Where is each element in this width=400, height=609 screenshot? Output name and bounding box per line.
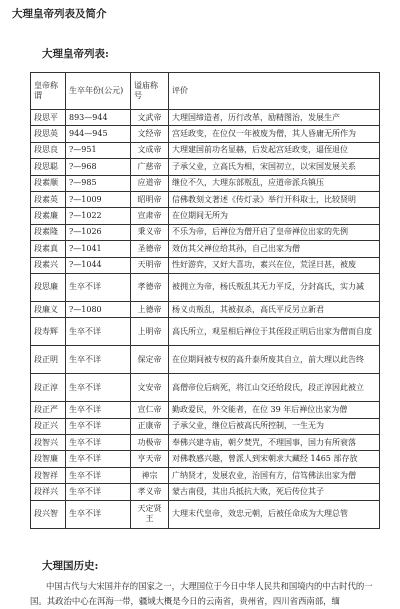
name-cell: 段寿辉	[31, 318, 66, 346]
years-cell: 生卒不详	[66, 346, 131, 374]
posthumous-cell: 昭明帝	[131, 191, 169, 207]
table-row	[31, 374, 380, 402]
years-cell: ?—1044	[66, 257, 131, 273]
name-cell: 段素顺	[31, 175, 66, 191]
posthumous-cell: 文安帝	[131, 374, 169, 402]
emperor-table-body	[31, 110, 380, 529]
name-cell: 段正严	[31, 402, 66, 418]
eval-cell: 在位期间无所为	[169, 208, 380, 224]
years-cell: 生卒不详	[66, 467, 131, 483]
table-row	[31, 241, 380, 257]
eval-cell: 在位期间被专权的高升泰所废其自立，前大理以此告终	[169, 346, 380, 374]
header-name: 皇帝称谓	[31, 73, 66, 110]
posthumous-cell: 圣德帝	[131, 241, 169, 257]
table-row	[31, 126, 380, 142]
table-row	[31, 224, 380, 240]
table-row	[31, 318, 380, 346]
eval-cell: 性好游弈，又好大喜功，素兴在位，荒淫日甚，被废	[169, 257, 380, 273]
table-row	[31, 301, 380, 317]
name-cell: 段正明	[31, 346, 66, 374]
table-row	[31, 175, 380, 191]
posthumous-cell: 孝义帝	[131, 484, 169, 500]
years-cell: 生卒不详	[66, 418, 131, 434]
years-cell: 944—945	[66, 126, 131, 142]
table-row	[31, 257, 380, 273]
years-cell: ?—1080	[66, 301, 131, 317]
posthumous-cell: 功极帝	[131, 435, 169, 451]
posthumous-cell: 文经帝	[131, 126, 169, 142]
name-cell: 段素廉	[31, 208, 66, 224]
name-cell: 段智廉	[31, 451, 66, 467]
table-row	[31, 467, 380, 483]
table-row	[31, 484, 380, 500]
posthumous-cell: 宣仁帝	[131, 402, 169, 418]
years-cell: ?—985	[66, 175, 131, 191]
posthumous-cell: 亨天帝	[131, 451, 169, 467]
name-cell: 段素隆	[31, 224, 66, 240]
posthumous-cell: 文成帝	[131, 142, 169, 158]
years-cell: ?—1009	[66, 191, 131, 207]
name-cell: 段智兴	[31, 435, 66, 451]
years-cell: ?—1022	[66, 208, 131, 224]
name-cell: 段智祥	[31, 467, 66, 483]
table-row	[31, 435, 380, 451]
name-cell: 段思廉	[31, 273, 66, 301]
name-cell: 段思英	[31, 126, 66, 142]
eval-cell: 大理建国前功名显赫，后发起宫廷政变，逼侄退位	[169, 142, 380, 158]
eval-cell: 大理国缔造者，历行改革，励精图治，发展生产	[169, 110, 380, 126]
years-cell: ?—968	[66, 159, 131, 175]
history-title: 大理国历史:	[42, 560, 99, 572]
posthumous-cell: 孝德帝	[131, 273, 169, 301]
header-posthumous: 谥庙称号	[131, 73, 169, 110]
name-cell: 段思平	[31, 110, 66, 126]
table-row	[31, 159, 380, 175]
posthumous-cell: 神宗	[131, 467, 169, 483]
posthumous-cell: 宣肃帝	[131, 208, 169, 224]
eval-cell: 效仿其父禅位给其孙，自己出家为僧	[169, 241, 380, 257]
eval-cell: 蒙古南侵，其出兵抵抗大败，死后传位其子	[169, 484, 380, 500]
posthumous-cell: 上德帝	[131, 301, 169, 317]
table-row	[31, 110, 380, 126]
posthumous-cell: 秉义帝	[131, 224, 169, 240]
name-cell: 段廉义	[31, 301, 66, 317]
years-cell: 生卒不详	[66, 402, 131, 418]
header-eval: 评价	[169, 73, 380, 110]
history-paragraph: 中国古代与大宋国并存的国家之一，大理国位于今日中华人民共和国境内的中古时代的一国。其政治中心在洱海一带，疆域大概是今日的云南省，贵州省，四川省西南部，缅	[30, 581, 373, 606]
eval-cell: 广纳贤才，发展农业，治国有方，信笃佛法出家为僧	[169, 467, 380, 483]
name-cell: 段思聪	[31, 159, 66, 175]
years-cell: 生卒不详	[66, 435, 131, 451]
name-cell: 段兴智	[31, 500, 66, 528]
table-title: 大理皇帝列表:	[42, 48, 109, 60]
posthumous-cell: 广慈帝	[131, 159, 169, 175]
posthumous-cell: 天明帝	[131, 257, 169, 273]
name-cell: 段素兴	[31, 257, 66, 273]
name-cell: 段祥兴	[31, 484, 66, 500]
table-row	[31, 402, 380, 418]
table-row	[31, 142, 380, 158]
years-cell: 生卒不详	[66, 273, 131, 301]
eval-cell: 杨义贞叛乱，其被叔杀，高氏平反另立新君	[169, 301, 380, 317]
years-cell: 生卒不详	[66, 500, 131, 528]
eval-cell: 信佛教刻文著述《传灯录》举行开科取士，比较贤明	[169, 191, 380, 207]
table-row	[31, 208, 380, 224]
eval-cell: 继位不久，大理东部叛乱，应道帝派兵镇压	[169, 175, 380, 191]
name-cell: 段素英	[31, 191, 66, 207]
eval-cell: 被拥立为帝，杨氏叛乱其无力平反，分封高氏，实力减	[169, 273, 380, 301]
years-cell: 生卒不详	[66, 484, 131, 500]
table-row	[31, 418, 380, 434]
document-title: 大理皇帝列表及简介	[12, 8, 107, 20]
posthumous-cell: 正康帝	[131, 418, 169, 434]
years-cell: ?—1041	[66, 241, 131, 257]
years-cell: 生卒不详	[66, 451, 131, 467]
years-cell: 893—944	[66, 110, 131, 126]
table-row	[31, 500, 380, 528]
eval-cell: 高僧帝位后病死，将江山交还给段氏，段正淳因此被立	[169, 374, 380, 402]
eval-cell: 大理末代皇帝，效忠元朝，后被任命成为大理总管	[169, 500, 380, 528]
years-cell: ?—951	[66, 142, 131, 158]
years-cell: ?—1026	[66, 224, 131, 240]
table-row	[31, 273, 380, 301]
posthumous-cell: 文武帝	[131, 110, 169, 126]
eval-cell: 对佛教感兴趣，曾派人到宋朝求大藏经 1465 部存放	[169, 451, 380, 467]
posthumous-cell: 保定帝	[131, 346, 169, 374]
name-cell: 段思良	[31, 142, 66, 158]
eval-cell: 宫廷政变，在位仅一年被废为僧，其人昏庸无所作为	[169, 126, 380, 142]
name-cell: 段素真	[31, 241, 66, 257]
eval-cell: 勤政爱民，外交能者，在位 39 年后禅位出家为僧	[169, 402, 380, 418]
table-row	[31, 346, 380, 374]
eval-cell: 奉佛兴建寺庙，朝夕焚咒，不理国事，国力有所衰落	[169, 435, 380, 451]
years-cell: 生卒不详	[66, 374, 131, 402]
posthumous-cell: 应道帝	[131, 175, 169, 191]
eval-cell: 子承父业，立高氏为相，宋国初立，以宋国发展关系	[169, 159, 380, 175]
name-cell: 段正兴	[31, 418, 66, 434]
eval-cell: 高氏所立，观星相后禅位于其侄段正明后出家为僧而自度	[169, 318, 380, 346]
table-header-row	[31, 73, 380, 110]
emperor-table	[30, 72, 380, 529]
posthumous-cell: 上明帝	[131, 318, 169, 346]
header-years: 生卒年份(公元)	[66, 73, 131, 110]
table-row	[31, 451, 380, 467]
eval-cell: 子承父业，继位后被高氏所控制，一生无为	[169, 418, 380, 434]
eval-cell: 不乐为帝，后禅位为僧开启了皇帝禅位出家的先例	[169, 224, 380, 240]
years-cell: 生卒不详	[66, 318, 131, 346]
table-row	[31, 191, 380, 207]
posthumous-cell: 天定贤王	[131, 500, 169, 528]
name-cell: 段正淳	[31, 374, 66, 402]
